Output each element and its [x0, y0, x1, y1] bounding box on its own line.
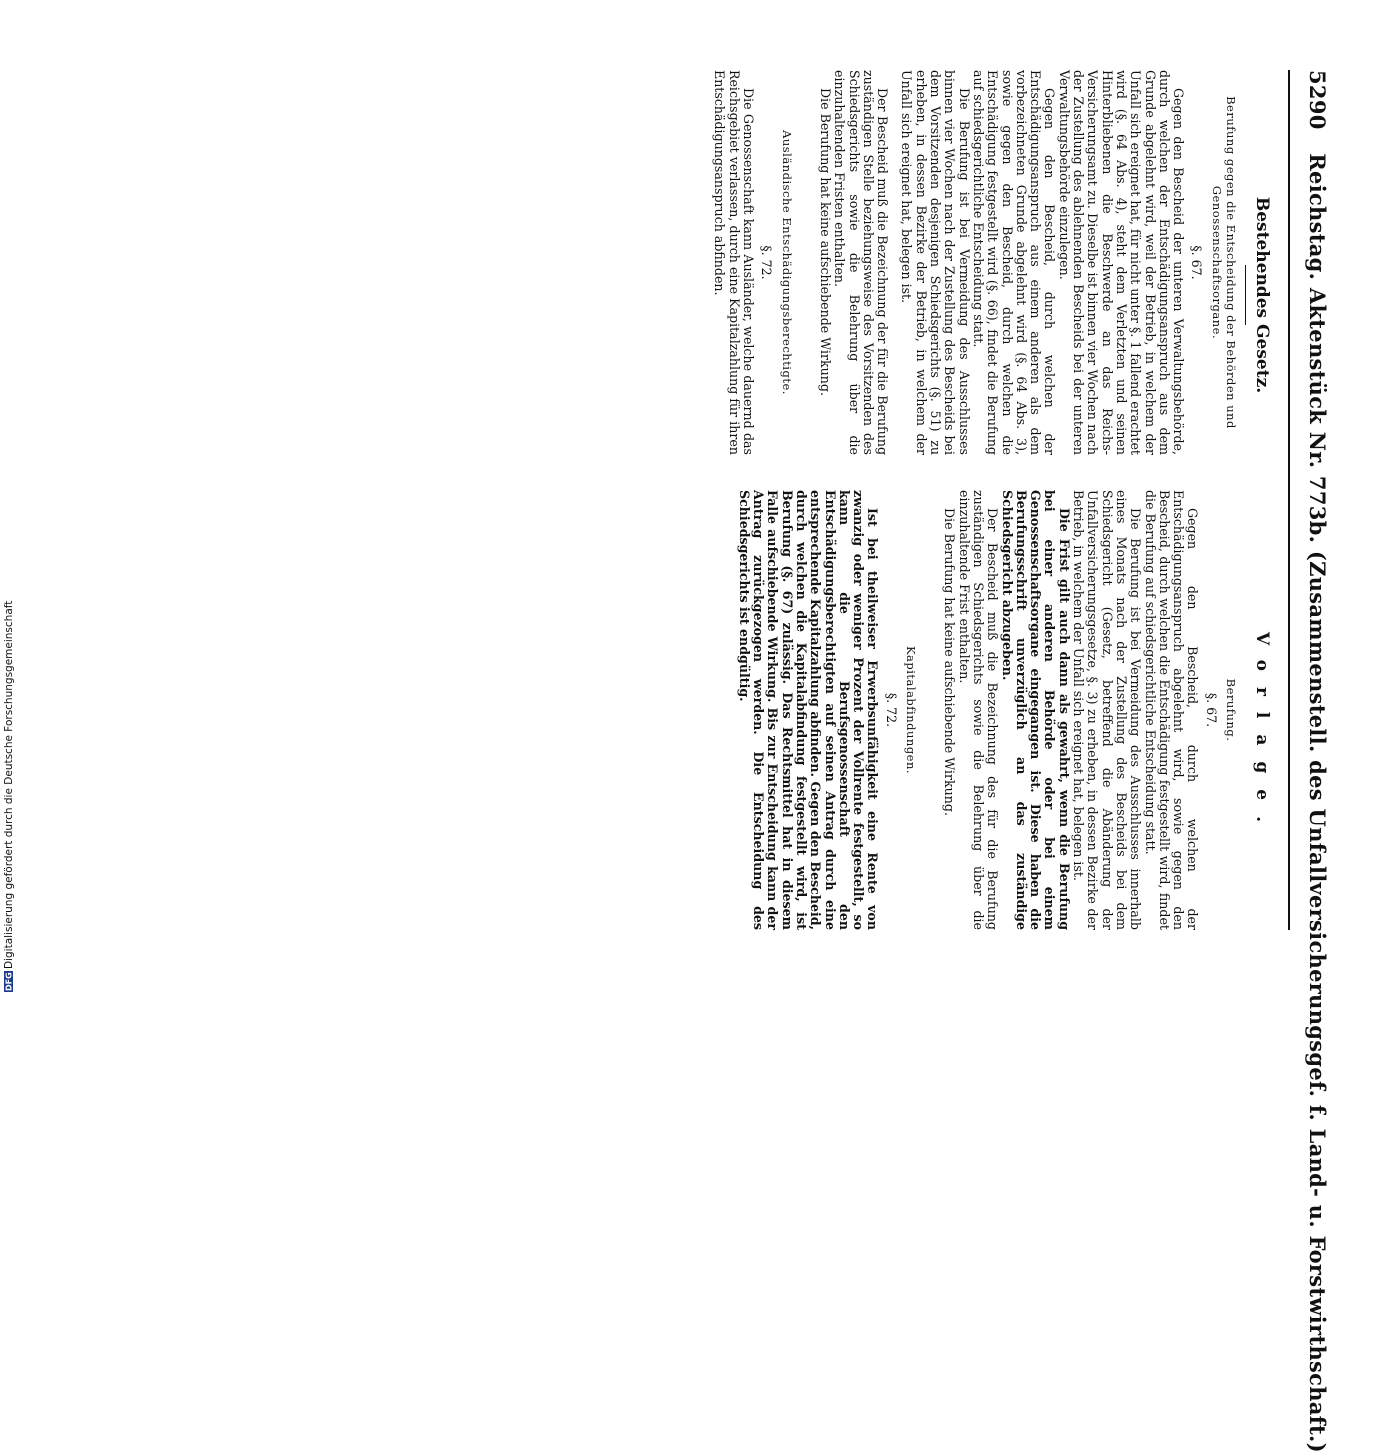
right-column: [737, 490, 1241, 930]
section-heading: Kapitalabfindungen.: [904, 645, 919, 775]
paragraph: Die Berufung ist bei Vermeidung des Ausschlusses innerhalb eines Monats nach der Zustellung des Bescheids bei dem Schiedsgericht (Gesetz, betreffend die Abänderung der Unfallversicherungsgesetze, §. 3) zu erheben, in dessen Bezirke der Betrieb, in welchem der Unfall sich ereignet hat, belegen ist.: [1071, 490, 1144, 930]
paragraph: Die Frist gilt auch dann als gewahrt, wenn die Berufung bei einer anderen Behörde oder bei einem Genossenschaftsorgane eingegangen ist. Diese haben die Berufungsschrift unverzüglich an das zuständige Schiedsgericht abzugeben.: [999, 490, 1072, 930]
section-number: §. 67.: [1189, 245, 1205, 280]
paragraph: Ist bei theilweiser Erwerbsunfähigkeit eine Rente von zwanzig oder weniger Prozent der Vollrente festgestellt, so kann die Berufsgenossenschaft den Entschädigungsberechtigten auf seinen Antrag durch eine entsprechende Kapitalzahlung abfinden. Gegen den Bescheid, durch welchen die Kapitalabfindung festgestellt wird, ist Berufung (§. 67) zulässig. Das Rechtsmittel hat in diesem Falle aufschiebende Wirkung. Bis zur Entscheidung kann der Antrag zurückgezogen werden. Die Entscheidung des Schiedsgerichts ist endgültig.: [736, 490, 881, 930]
paragraph: Die Genossenschaft kann Ausländer, welche dauernd das Reichsgebiet verlassen, durch eine Kapitalzahlung für ihren Entschädigungsanspruch abfinden.: [712, 70, 757, 455]
paragraph: Der Bescheid muß die Bezeichnung des für die Berufung zuständigen Schiedsgerichts sowie die Belehrung über die einzuhaltende Frist enthalten.: [956, 490, 1001, 930]
paragraph: Die Berufung ist bei Vermeidung des Ausschlusses binnen vier Wochen nach der Zustellung des Bescheids bei dem Vorsitzenden desjenigen Schiedsgerichts (§. 51) zu erheben, in dessen Bezirke der Betrieb, in welchem der Unfall sich ereignet hat, belegen ist.: [899, 70, 972, 455]
title-rule-left: [1245, 265, 1246, 325]
header-title: Reichstag. Aktenstück Nr. 773b. (Zusammenstell. des Unfallversicherungsgef. f. Land- u. Forstwirthschaft.): [1305, 153, 1330, 1453]
digitization-credit: [2, 600, 16, 992]
paragraph: Gegen den Bescheid, durch welchen der Entschädigungsanspruch aus einem anderen als dem vorbezeichneten Grunde abgelehnt wird (§. 64 Abs. 3), sowie gegen den Bescheid, durch welchen die Entschädigung festgestellt wird (§. 66), findet die Berufung auf schiedsgerichtliche Entscheidung statt.: [970, 70, 1058, 455]
page-header: [1288, 70, 1330, 1453]
rotated-page: [250, 70, 1330, 1453]
section-heading: Berufung.: [1224, 678, 1238, 742]
paragraph: Die Berufung hat keine aufschiebende Wirkung.: [942, 508, 958, 816]
paragraph: Gegen den Bescheid der unteren Verwaltungsbehörde, durch welchen der Entschädigungsanspruch aus dem Grunde abgelehnt wird, weil der Betrieb, in welchem der Unfall sich ereignet hat, für nicht unter §. 1 fallend erachtet wird (§. 64 Abs. 4), steht dem Verletzten und seinen Hinterbliebenen die Beschwerde an das Reichs-Versicherungsamt zu. Dieselbe ist binnen vier Wochen nach der Zustellung des ablehnenden Bescheids bei der unteren Verwaltungsbehörde einzulegen.: [1056, 70, 1187, 455]
left-column: [712, 70, 1240, 455]
paragraph: Die Berufung hat keine aufschiebende Wirkung.: [817, 88, 833, 396]
section-number: §. 67.: [1203, 692, 1219, 728]
left-column-title: Bestehendes Gesetz.: [1252, 196, 1272, 394]
paragraph: Der Bescheid muß die Bezeichnung der für die Berufung zuständigen Stelle beziehungsweise des Vorsitzenden des Schiedsgerichts sowie die Belehrung über die einzuhaltenden Fristen enthalten.: [832, 70, 891, 455]
right-column-title: Vorlage.: [1252, 631, 1272, 839]
dfg-logo: DFG: [4, 972, 14, 991]
paragraph: Gegen den Bescheid, durch welchen der Entschädigungsanspruch abgelehnt wird, sowie gegen den Bescheid, durch welchen die Entschädigung festgestellt wird, findet die Berufung auf schiedsgerichtliche Entscheidung statt.: [1142, 490, 1201, 930]
section-number: §. 72.: [883, 692, 899, 728]
section-heading: Ausländische Entschädigungsberechtigte.: [779, 130, 794, 395]
section-heading: Berufung gegen die Entscheidung der Behörden und Genossenschaftsorgane.: [1209, 96, 1238, 429]
page-number: 5290: [1305, 70, 1330, 130]
credit-text: Digitalisierung gefördert durch die Deutsche Forschungsgemeinschaft: [3, 600, 15, 970]
section-number: §. 72.: [759, 245, 775, 280]
